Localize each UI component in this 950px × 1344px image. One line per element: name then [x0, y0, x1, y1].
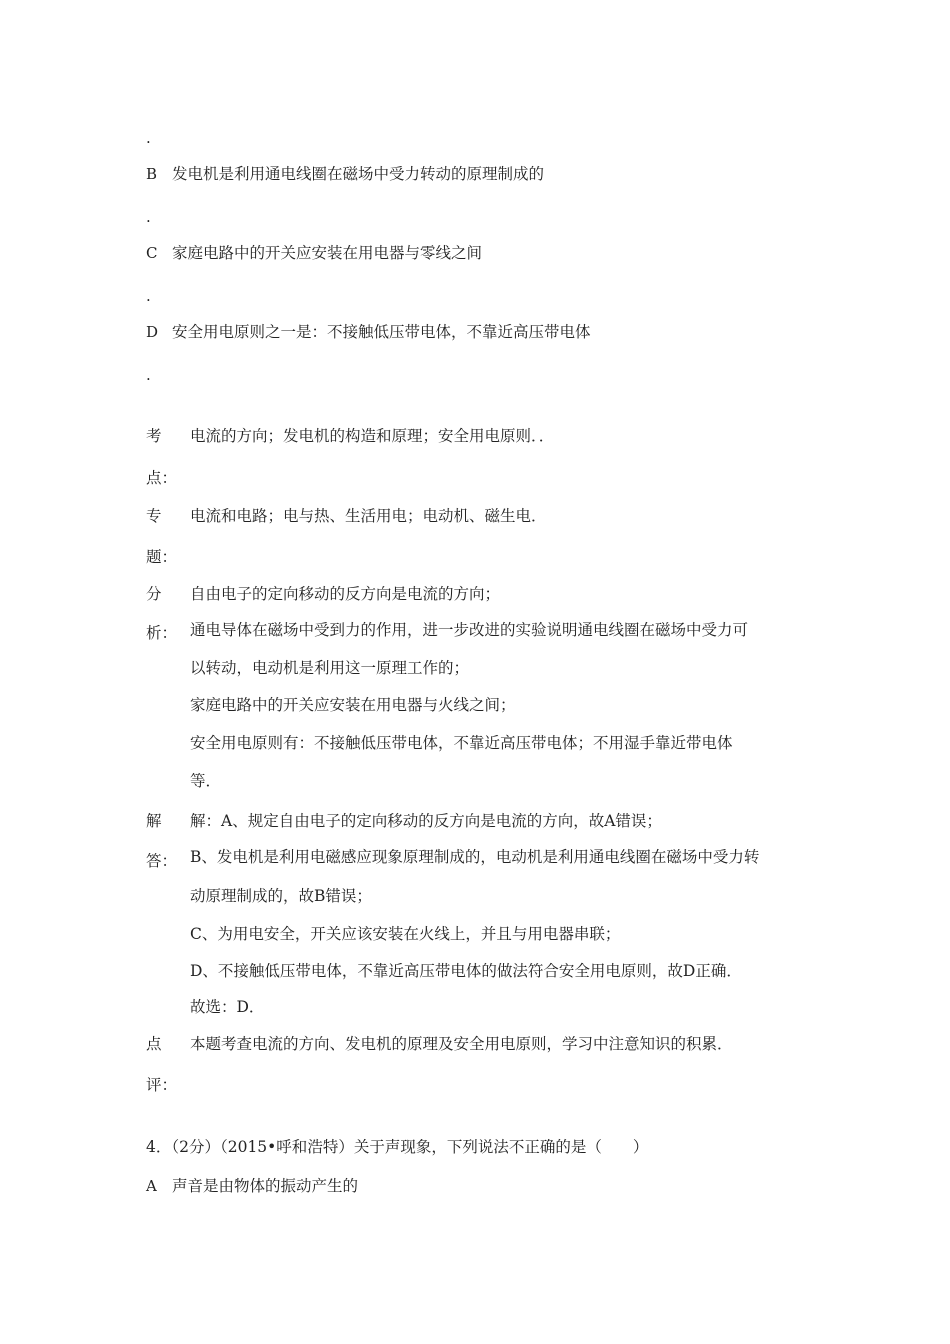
jieda-line: C、为用电安全，开关应该安装在火线上，并且与用电器串联；	[190, 925, 621, 943]
fenxi-line: 等．	[190, 772, 222, 790]
jieda-line: B、发电机是利用电磁感应现象原理制成的，电动机是利用通电线圈在磁场中受力转	[190, 848, 760, 866]
dianping-text: 本题考查电流的方向、发电机的原理及安全用电原则，学习中注意知识的积累．	[190, 1035, 733, 1053]
option-dot: .	[146, 129, 151, 147]
dianping-label-1: 点	[146, 1035, 162, 1053]
question-4-stem: 4．（2分）（2015•呼和浩特）关于声现象，下列说法不正确的是（ ）	[146, 1138, 649, 1156]
fenxi-label-1: 分	[146, 585, 162, 603]
fenxi-line: 通电导体在磁场中受到力的作用，进一步改进的实验说明通电线圈在磁场中受力可	[190, 621, 749, 639]
option-c-text: 家庭电路中的开关应安装在用电器与零线之间	[172, 244, 483, 262]
kaodian-label-1: 考	[146, 427, 162, 445]
kaodian-label-2: 点：	[146, 469, 178, 487]
zhuanti-label-1: 专	[146, 507, 162, 525]
kaodian-text: 电流的方向；发电机的构造和原理；安全用电原则．．	[190, 427, 555, 445]
jieda-label-2: 答：	[146, 852, 178, 870]
fenxi-line: 以转动，电动机是利用这一原理工作的；	[190, 659, 470, 677]
option-d-text: 安全用电原则之一是：不接触低压带电体，不靠近高压带电体	[172, 323, 591, 341]
jieda-line: 解：A、规定自由电子的定向移动的反方向是电流的方向，故A错误；	[190, 812, 662, 830]
option-c-letter: C	[146, 244, 158, 262]
fenxi-label-2: 析：	[146, 624, 178, 642]
option-dot: .	[146, 366, 151, 384]
question-4-option-a-text: 声音是由物体的振动产生的	[172, 1177, 359, 1195]
option-d-letter: D	[146, 323, 159, 341]
jieda-line: D、不接触低压带电体，不靠近高压带电体的做法符合安全用电原则，故D正确．	[190, 962, 742, 980]
fenxi-line: 自由电子的定向移动的反方向是电流的方向；	[190, 585, 501, 603]
zhuanti-text: 电流和电路；电与热、生活用电；电动机、磁生电．	[190, 507, 547, 525]
option-dot: .	[146, 208, 151, 226]
fenxi-line: 家庭电路中的开关应安装在用电器与火线之间；	[190, 696, 516, 714]
option-dot: .	[146, 287, 151, 305]
dianping-label-2: 评：	[146, 1076, 178, 1094]
jieda-label-1: 解	[146, 812, 162, 830]
zhuanti-label-2: 题：	[146, 548, 178, 566]
jieda-line: 故选：D．	[190, 998, 265, 1016]
jieda-line: 动原理制成的，故B错误；	[190, 887, 372, 905]
question-4-option-a-letter: A	[146, 1177, 157, 1195]
option-b-letter: B	[146, 165, 158, 183]
fenxi-line: 安全用电原则有：不接触低压带电体，不靠近高压带电体；不用湿手靠近带电体	[190, 734, 733, 752]
option-b-text: 发电机是利用通电线圈在磁场中受力转动的原理制成的	[172, 165, 545, 183]
